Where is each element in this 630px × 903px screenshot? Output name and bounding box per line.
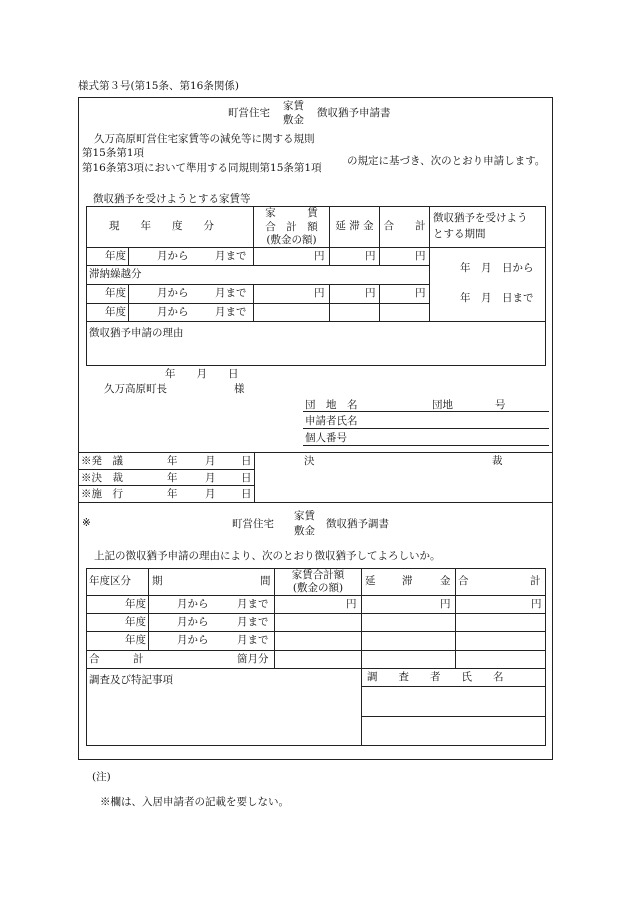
survey-row1-nendo: 年度 (125, 598, 146, 610)
office-row-proposal: ※発 議 (81, 455, 123, 467)
form-number: 様式第３号(第15条、第16条関係) (78, 80, 239, 92)
survey-col-late-1: 延 (365, 575, 376, 587)
col-defer-header-2: とする期間 (433, 228, 486, 240)
survey-row3-nendo: 年度 (125, 634, 146, 646)
row1-yen-late: 円 (365, 250, 376, 262)
survey-title-prefix: 町営住宅 (232, 518, 274, 530)
applicant-name-label: 申請者氏名 (305, 415, 358, 427)
enforcement-month: 月 (205, 488, 216, 500)
survey-row1-yen-sum: 円 (531, 598, 542, 610)
complex-label: 団地 (432, 399, 453, 411)
survey-row1-yen-late: 円 (440, 598, 451, 610)
col-period-header: 現 年 度 分 (109, 220, 214, 232)
survey-col-late-3: 金 (440, 575, 451, 587)
reason-label: 徴収猶予申請の理由 (89, 327, 184, 339)
survey-row1-yen-total: 円 (346, 598, 357, 610)
survey-row2-nendo: 年度 (125, 616, 146, 628)
complex-name-label: 団 地 名 (305, 399, 358, 411)
col-total-header-3: (敷金の額) (266, 234, 317, 246)
row1-yen-sum: 円 (415, 250, 426, 262)
proposal-month: 月 (205, 455, 216, 467)
intro-line-2: 第15条第1項 (82, 147, 145, 159)
survey-col-sum-left: 合 (458, 575, 469, 587)
row3-from: 月から (157, 306, 189, 318)
survey-col-period-left: 期 (152, 575, 163, 587)
title-option-deposit: 敷金 (283, 114, 304, 126)
enforcement-year: 年 (167, 488, 178, 500)
survey-col-late-2: 滞 (402, 575, 413, 587)
survey-notes-label: 調査及び特記事項 (89, 674, 173, 686)
row1-yen-total: 円 (314, 250, 325, 262)
survey-row3-from: 月から (177, 634, 209, 646)
survey-title-suffix: 徴収猶予調書 (326, 518, 389, 530)
row3-nendo: 年度 (105, 306, 126, 318)
survey-total-left: 合 (89, 653, 100, 665)
row1-from: 月から (157, 250, 189, 262)
survey-col-total-1: 家賃合計額 (291, 569, 345, 581)
enforcement-day: 日 (241, 488, 252, 500)
unit-number-label: 号 (495, 399, 506, 411)
app-table-caption: 徴収猶予を受けようとする家賃等 (93, 193, 251, 205)
personal-id-label: 個人番号 (305, 432, 347, 444)
survey-col-sum-right: 計 (530, 575, 541, 587)
col-late-header: 延 滞 金 (335, 220, 374, 232)
decision-label-right: 裁 (492, 455, 503, 467)
intro-tail: の規定に基づき、次のとおり申請します。 (347, 155, 546, 167)
row2-yen-total: 円 (314, 287, 325, 299)
survey-row2-to: 月まで (237, 616, 269, 628)
survey-mark: ※ (82, 517, 91, 529)
survey-row1-to: 月まで (237, 598, 269, 610)
note-label: (注) (92, 771, 111, 783)
survey-title-option-rent: 家賃 (294, 510, 315, 522)
col-defer-header-1: 徴収猶予を受けよう (433, 212, 528, 224)
survey-col-period-right: 間 (260, 575, 271, 587)
carryover-label: 滞納繰越分 (89, 268, 142, 280)
proposal-day: 日 (241, 455, 252, 467)
row1-to: 月まで (215, 250, 247, 262)
defer-from: 年 月 日から (460, 262, 534, 274)
defer-to: 年 月 日まで (460, 292, 534, 304)
row1-nendo: 年度 (105, 250, 126, 262)
row3-to: 月まで (215, 306, 247, 318)
col-sum-header: 合 計 (383, 220, 426, 232)
intro-line-1: 久万高原町営住宅家賃等の減免等に関する規則 (94, 133, 315, 145)
approval-month: 月 (205, 472, 216, 484)
office-row-enforcement: ※施 行 (81, 488, 123, 500)
row2-yen-sum: 円 (415, 287, 426, 299)
title-option-rent: 家賃 (283, 100, 304, 112)
survey-row1-from: 月から (177, 598, 209, 610)
note-text: ※欄は、入居申請者の記載を要しない。 (100, 796, 289, 808)
survey-col-year: 年度区分 (89, 575, 131, 587)
survey-row2-from: 月から (177, 616, 209, 628)
addressee-sama: 様 (234, 383, 245, 395)
survey-lead: 上記の徴収猶予申請の理由により、次のとおり徴収猶予してよろしいか。 (94, 550, 441, 562)
investigator-name-label: 調 査 者 氏 名 (367, 671, 504, 683)
survey-total-months: 箇月分 (237, 653, 269, 665)
survey-col-total-2: (敷金の額) (292, 582, 344, 594)
row2-yen-late: 円 (365, 287, 376, 299)
office-row-approval: ※決 裁 (81, 472, 123, 484)
col-total-header-1: 家 賃 (265, 207, 318, 219)
survey-total-right: 計 (133, 653, 144, 665)
proposal-year: 年 (167, 455, 178, 467)
approval-year: 年 (167, 472, 178, 484)
row2-to: 月まで (215, 287, 247, 299)
intro-line-3: 第16条第3項において準用する同規則第15条第1項 (82, 162, 322, 174)
approval-day: 日 (241, 472, 252, 484)
survey-row3-to: 月まで (237, 634, 269, 646)
application-date: 年 月 日 (165, 368, 239, 380)
row2-from: 月から (157, 287, 189, 299)
survey-title-option-deposit: 敷金 (294, 525, 315, 537)
title-suffix: 徴収猶予申請書 (317, 107, 391, 119)
title-prefix: 町営住宅 (228, 107, 270, 119)
addressee: 久万高原町長 (104, 383, 167, 395)
col-total-header-2: 合 計 額 (265, 221, 318, 233)
decision-label-left: 決 (304, 455, 315, 467)
row2-nendo: 年度 (105, 287, 126, 299)
